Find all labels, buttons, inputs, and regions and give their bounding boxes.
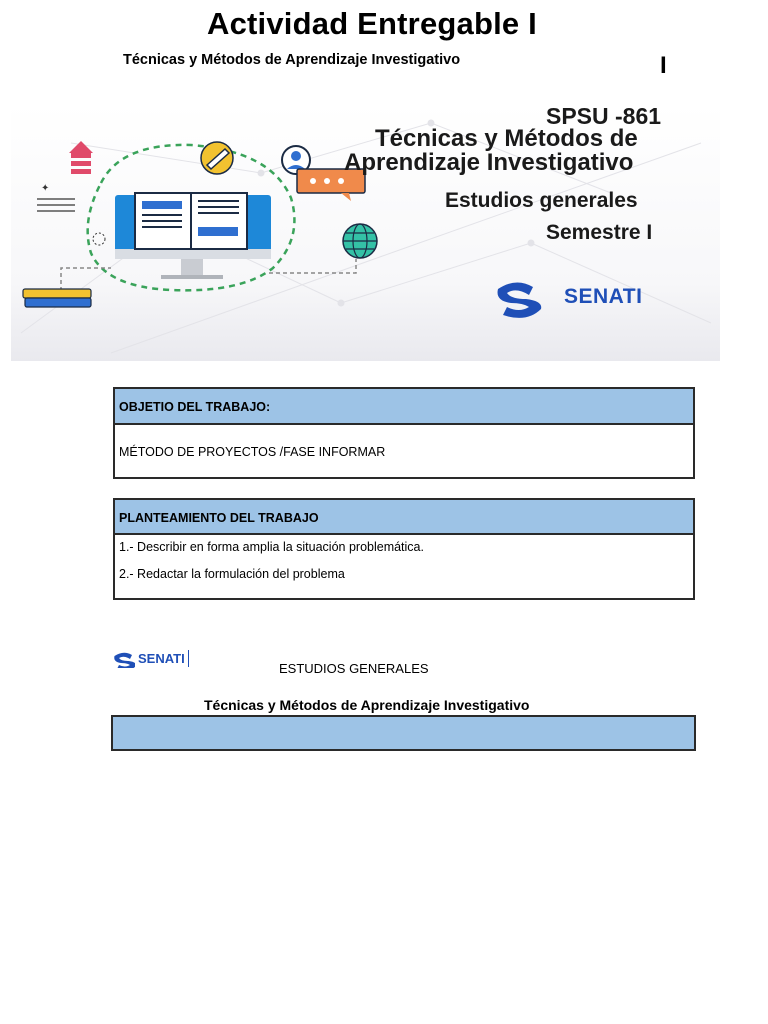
open-book-icon — [135, 193, 247, 249]
planteamiento-item-2: 2.- Redactar la formulación del problema — [119, 567, 345, 581]
objective-heading: OBJETIO DEL TRABAJO: — [115, 389, 693, 425]
empty-header-bar — [111, 715, 696, 751]
text-lines-icon — [37, 199, 75, 211]
planteamiento-box — [113, 498, 695, 600]
document-title: Actividad Entregable I — [207, 6, 537, 41]
brand-divider — [188, 650, 189, 667]
books-stack-icon — [23, 289, 91, 307]
course-title: Técnicas y Métodos de Aprendizaje Investigativo — [204, 697, 530, 713]
pencil-icon — [201, 142, 233, 174]
planteamiento-heading: PLANTEAMIENTO DEL TRABAJO — [115, 500, 693, 535]
course-banner — [11, 103, 720, 361]
banner-course-line2: Aprendizaje Investigativo — [344, 149, 634, 176]
text-marker: I — [660, 52, 667, 79]
banner-program: Estudios generales — [445, 189, 638, 212]
globe-icon — [343, 224, 377, 258]
senati-small-logo-icon — [113, 650, 135, 668]
banner-course-line1: Técnicas y Métodos de — [375, 125, 638, 152]
senati-logo-icon — [498, 282, 542, 317]
objective-box — [113, 387, 695, 479]
section-label: ESTUDIOS GENERALES — [279, 661, 429, 676]
banner-semester: Semestre I — [546, 221, 653, 244]
sparkle-icon: ✦ — [41, 183, 50, 194]
course-code: SPSU -861 — [546, 103, 662, 129]
document-subtitle: Técnicas y Métodos de Aprendizaje Investigativo — [123, 52, 461, 68]
senati-small-brand: SENATI — [138, 651, 185, 666]
planteamiento-item-1: 1.- Describir en forma amplia la situación problemática. — [119, 540, 424, 554]
senati-brand-text: SENATI — [564, 285, 643, 308]
loading-icon — [93, 233, 105, 245]
objective-text: MÉTODO DE PROYECTOS /FASE INFORMAR — [119, 445, 386, 459]
